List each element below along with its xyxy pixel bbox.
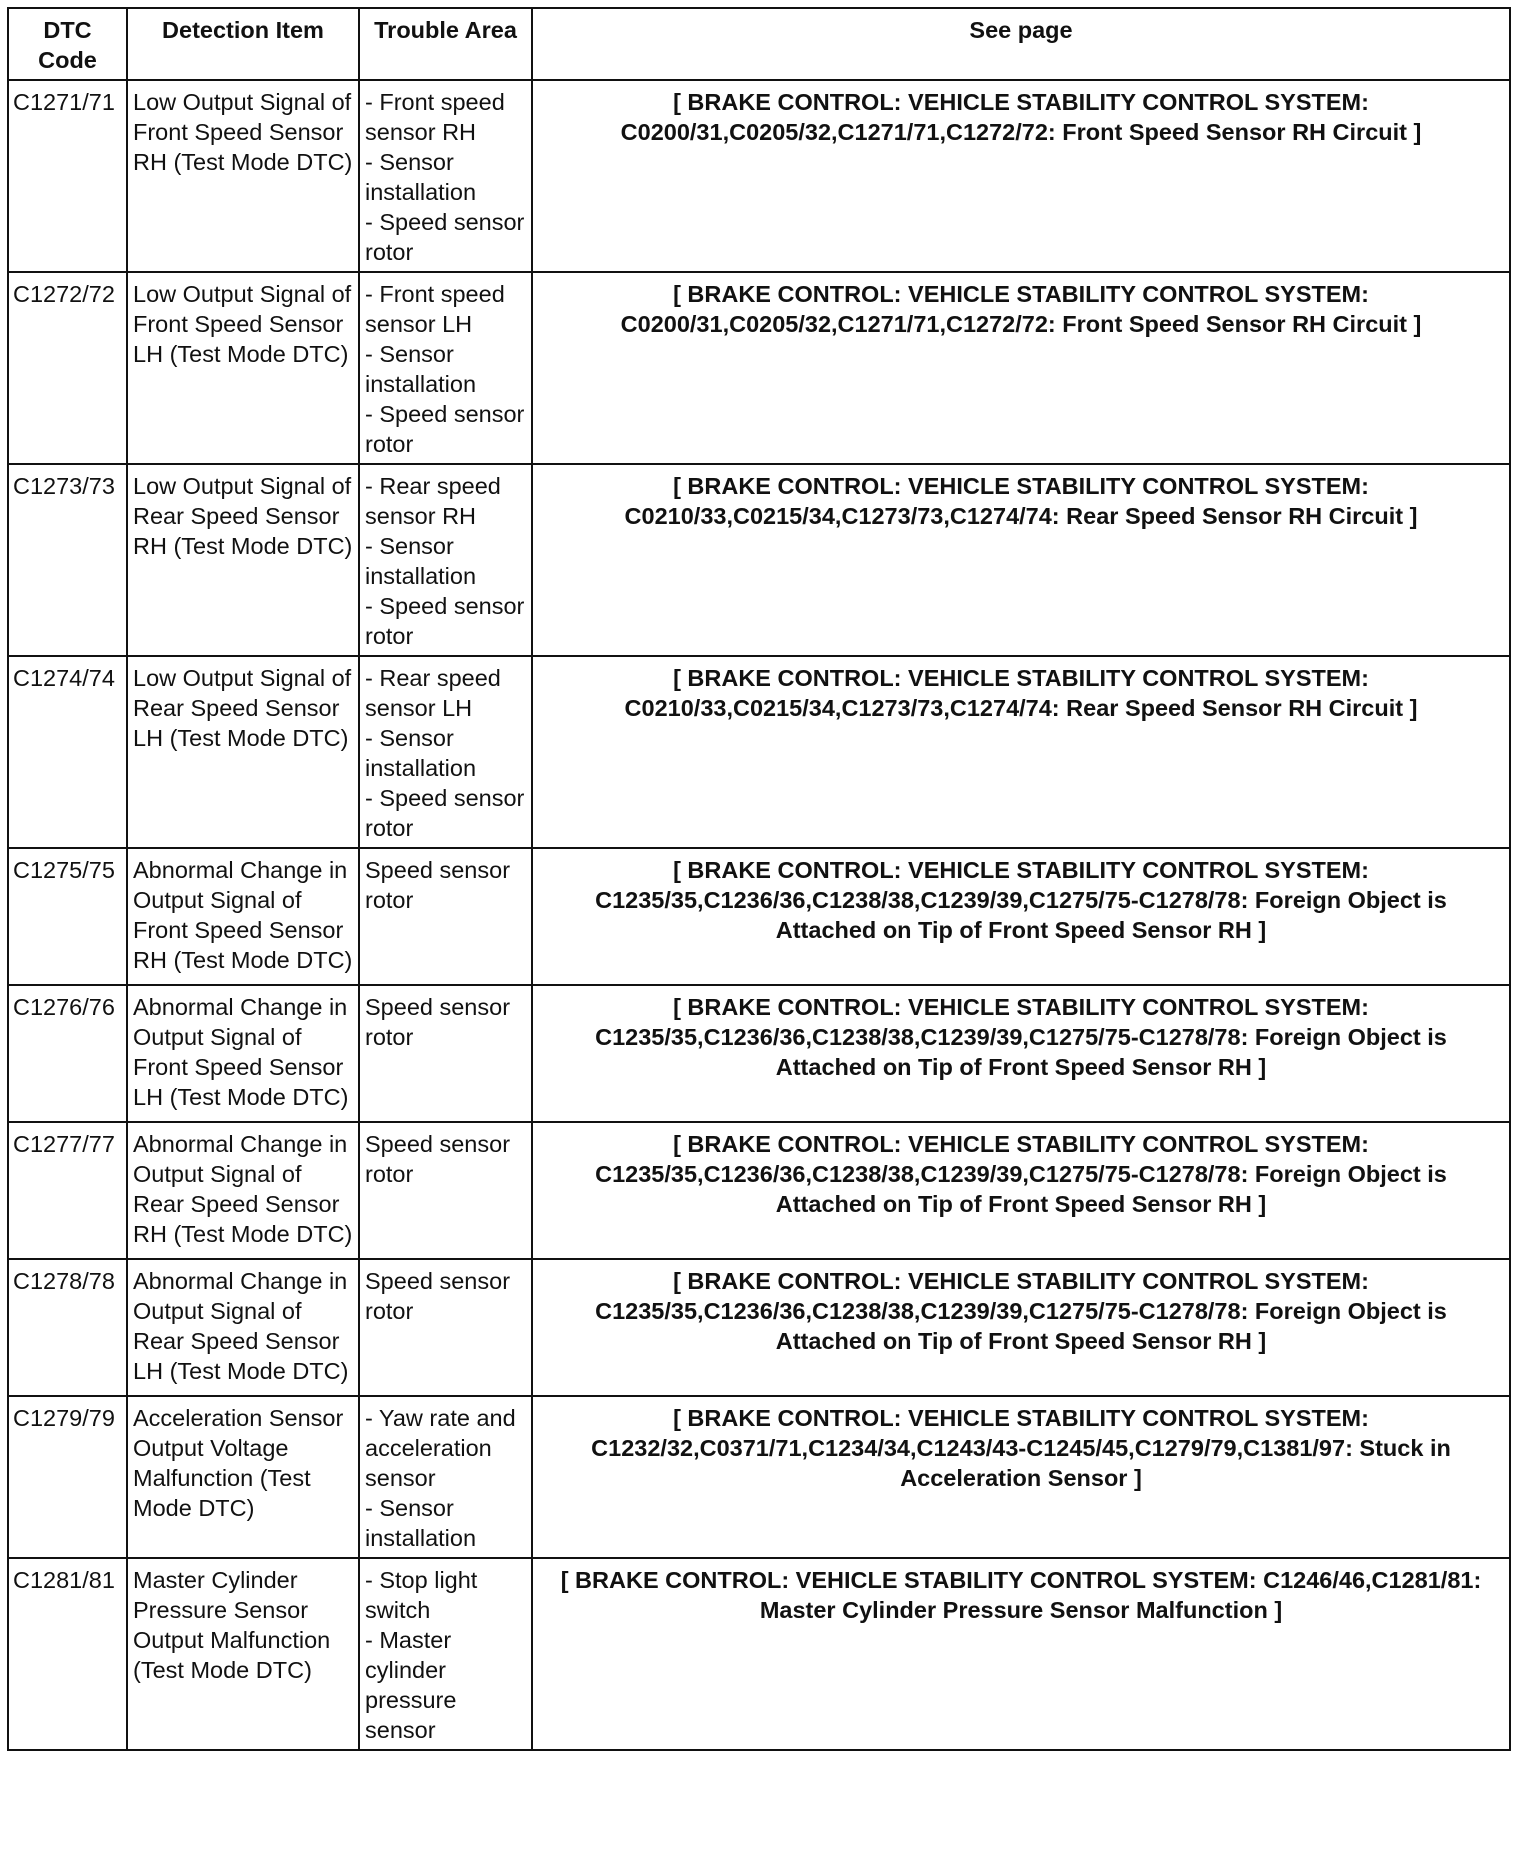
table-row [8, 985, 1510, 1122]
trouble-area-line: - Sensor installation [365, 533, 477, 589]
dtc-code-cell: C1277/77 [8, 1122, 127, 1259]
table-row [8, 80, 1510, 272]
see-page-link[interactable]: [ BRAKE CONTROL: VEHICLE STABILITY CONTROL SYSTEM: C0200/31,C0205/32,C1271/71,C1272/72: Front Speed Sensor RH Circuit ] [532, 272, 1510, 464]
see-page-link[interactable]: [ BRAKE CONTROL: VEHICLE STABILITY CONTROL SYSTEM: C1235/35,C1236/36,C1238/38,C1239/39,C1275/75-C1278/78: Foreign Object is Attached on Tip of Front Speed Sensor RH ] [532, 848, 1510, 985]
header-trouble-area: Trouble Area [359, 8, 532, 80]
trouble-area-line: - Sensor installation [365, 149, 477, 205]
dtc-code-cell: C1275/75 [8, 848, 127, 985]
trouble-area-cell [359, 848, 532, 985]
trouble-area-cell [359, 1558, 532, 1750]
trouble-area-line: Speed sensor rotor [365, 1268, 511, 1324]
table-row [8, 1259, 1510, 1396]
detection-item-cell: Low Output Signal of Front Speed Sensor RH (Test Mode DTC) [127, 80, 359, 272]
trouble-area-cell [359, 656, 532, 848]
detection-item-cell: Abnormal Change in Output Signal of Front Speed Sensor LH (Test Mode DTC) [127, 985, 359, 1122]
header-dtc-code-line: Code [38, 47, 97, 73]
detection-item-cell: Abnormal Change in Output Signal of Rear Speed Sensor LH (Test Mode DTC) [127, 1259, 359, 1396]
see-page-link[interactable]: [ BRAKE CONTROL: VEHICLE STABILITY CONTROL SYSTEM: C1235/35,C1236/36,C1238/38,C1239/39,C1275/75-C1278/78: Foreign Object is Attached on Tip of Front Speed Sensor RH ] [532, 1122, 1510, 1259]
trouble-area-cell [359, 1122, 532, 1259]
table-row [8, 656, 1510, 848]
table-row [8, 1122, 1510, 1259]
see-page-link[interactable]: [ BRAKE CONTROL: VEHICLE STABILITY CONTROL SYSTEM: C1246/46,C1281/81: Master Cylinder Pressure Sensor Malfunction ] [532, 1558, 1510, 1750]
table-row [8, 272, 1510, 464]
table-body [8, 80, 1510, 1750]
header-dtc-code [8, 8, 127, 80]
trouble-area-line: Speed sensor rotor [365, 857, 511, 913]
detection-item-cell: Master Cylinder Pressure Sensor Output Malfunction (Test Mode DTC) [127, 1558, 359, 1750]
dtc-table-container [7, 7, 1511, 1751]
dtc-code-cell: C1273/73 [8, 464, 127, 656]
detection-item-cell: Low Output Signal of Rear Speed Sensor RH (Test Mode DTC) [127, 464, 359, 656]
trouble-area-cell [359, 1259, 532, 1396]
see-page-link[interactable]: [ BRAKE CONTROL: VEHICLE STABILITY CONTROL SYSTEM: C0210/33,C0215/34,C1273/73,C1274/74: Rear Speed Sensor RH Circuit ] [532, 656, 1510, 848]
trouble-area-cell [359, 272, 532, 464]
trouble-area-cell [359, 1396, 532, 1558]
detection-item-cell: Abnormal Change in Output Signal of Front Speed Sensor RH (Test Mode DTC) [127, 848, 359, 985]
dtc-code-cell: C1281/81 [8, 1558, 127, 1750]
trouble-area-cell [359, 985, 532, 1122]
see-page-link[interactable]: [ BRAKE CONTROL: VEHICLE STABILITY CONTROL SYSTEM: C0210/33,C0215/34,C1273/73,C1274/74: Rear Speed Sensor RH Circuit ] [532, 464, 1510, 656]
header-row [8, 8, 1510, 80]
see-page-link[interactable]: [ BRAKE CONTROL: VEHICLE STABILITY CONTROL SYSTEM: C1235/35,C1236/36,C1238/38,C1239/39,C1275/75-C1278/78: Foreign Object is Attached on Tip of Front Speed Sensor RH ] [532, 985, 1510, 1122]
dtc-code-cell: C1271/71 [8, 80, 127, 272]
table-row [8, 1396, 1510, 1558]
dtc-table [7, 7, 1511, 1751]
trouble-area-line: - Speed sensor rotor [365, 785, 525, 841]
trouble-area-line: - Rear speed sensor RH [365, 473, 501, 529]
header-see-page: See page [532, 8, 1510, 80]
dtc-code-cell: C1272/72 [8, 272, 127, 464]
trouble-area-line: - Sensor installation [365, 725, 477, 781]
trouble-area-line: Speed sensor rotor [365, 1131, 511, 1187]
trouble-area-line: - Sensor installation [365, 1495, 477, 1551]
dtc-code-cell: C1274/74 [8, 656, 127, 848]
trouble-area-cell [359, 464, 532, 656]
table-header [8, 8, 1510, 80]
trouble-area-line: Speed sensor rotor [365, 994, 511, 1050]
trouble-area-line: - Yaw rate and acceleration sensor [365, 1405, 516, 1491]
trouble-area-line: - Speed sensor rotor [365, 209, 525, 265]
table-row [8, 1558, 1510, 1750]
trouble-area-line: - Front speed sensor LH [365, 281, 505, 337]
detection-item-cell: Abnormal Change in Output Signal of Rear Speed Sensor RH (Test Mode DTC) [127, 1122, 359, 1259]
trouble-area-line: - Stop light switch [365, 1567, 478, 1623]
trouble-area-line: - Speed sensor rotor [365, 593, 525, 649]
see-page-link[interactable]: [ BRAKE CONTROL: VEHICLE STABILITY CONTROL SYSTEM: C0200/31,C0205/32,C1271/71,C1272/72: Front Speed Sensor RH Circuit ] [532, 80, 1510, 272]
dtc-code-cell: C1279/79 [8, 1396, 127, 1558]
trouble-area-line: - Rear speed sensor LH [365, 665, 501, 721]
header-dtc-code-line: DTC [43, 17, 92, 43]
see-page-link[interactable]: [ BRAKE CONTROL: VEHICLE STABILITY CONTROL SYSTEM: C1235/35,C1236/36,C1238/38,C1239/39,C1275/75-C1278/78: Foreign Object is Attached on Tip of Front Speed Sensor RH ] [532, 1259, 1510, 1396]
see-page-link[interactable]: [ BRAKE CONTROL: VEHICLE STABILITY CONTROL SYSTEM: C1232/32,C0371/71,C1234/34,C1243/43-C1245/45,C1279/79,C1381/97: Stuck in Acceleration Sensor ] [532, 1396, 1510, 1558]
table-row [8, 848, 1510, 985]
detection-item-cell: Low Output Signal of Front Speed Sensor LH (Test Mode DTC) [127, 272, 359, 464]
dtc-code-cell: C1278/78 [8, 1259, 127, 1396]
header-detection-item: Detection Item [127, 8, 359, 80]
trouble-area-line: - Master cylinder pressure sensor [365, 1627, 457, 1743]
trouble-area-line: - Front speed sensor RH [365, 89, 505, 145]
trouble-area-line: - Sensor installation [365, 341, 477, 397]
trouble-area-cell [359, 80, 532, 272]
dtc-code-cell: C1276/76 [8, 985, 127, 1122]
detection-item-cell: Low Output Signal of Rear Speed Sensor LH (Test Mode DTC) [127, 656, 359, 848]
trouble-area-line: - Speed sensor rotor [365, 401, 525, 457]
detection-item-cell: Acceleration Sensor Output Voltage Malfunction (Test Mode DTC) [127, 1396, 359, 1558]
table-row [8, 464, 1510, 656]
